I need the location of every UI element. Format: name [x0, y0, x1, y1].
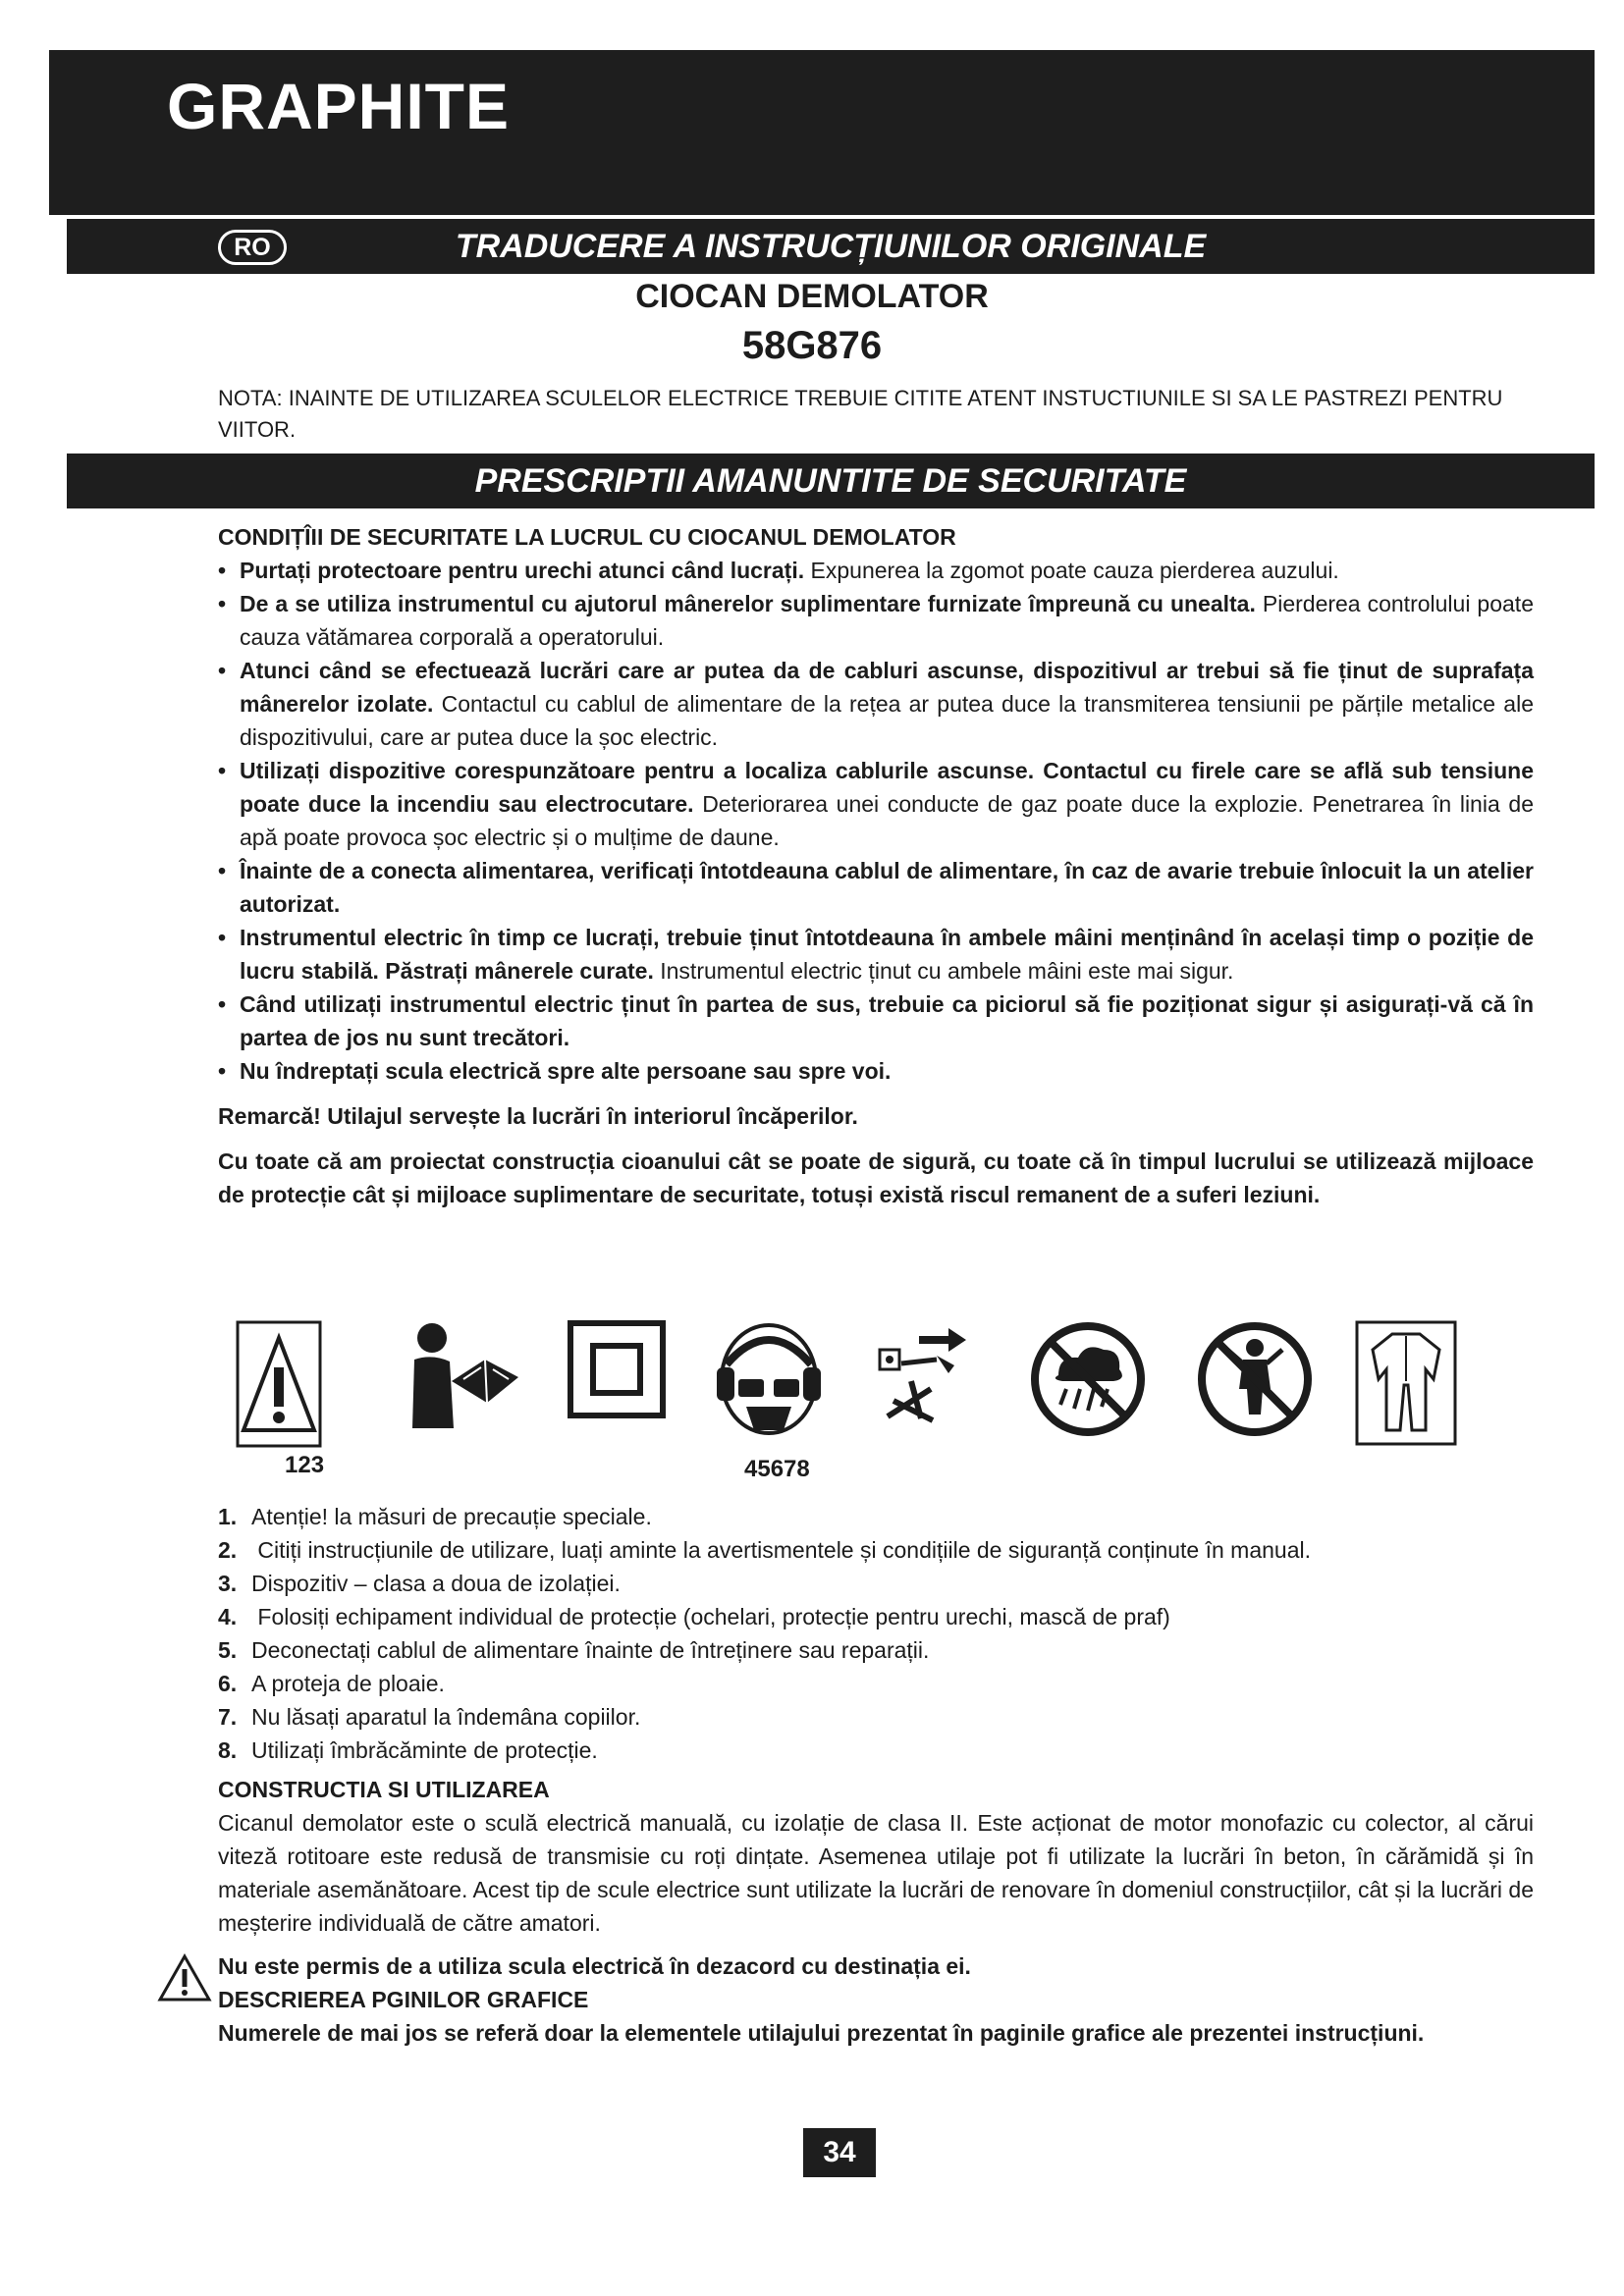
language-badge: RO: [218, 230, 287, 265]
list-item: 3. Dispozitiv – clasa a doua de izolației.: [218, 1571, 621, 1596]
no-rain-icon: [1029, 1320, 1147, 1438]
graphics-text: Numerele de mai jos se referă doar la elementele utilajului prezentat în paginile grafice ale prezentei instrucțiuni.: [218, 2020, 1425, 2046]
list-item: 6. A proteja de ploaie.: [218, 1671, 445, 1696]
safety-item: • Purtați protectoare pentru urechi atunci când lucrați. Expunerea la zgomot poate cauza pierderea auzului.: [218, 554, 1534, 587]
remark: Remarcă! Utilajul servește la lucrări în interiorul încăperilor.: [218, 1103, 858, 1129]
section-title-bar: [67, 454, 1595, 508]
icon-label-right: 45678: [744, 1456, 810, 1482]
safety-item: • Utilizați dispozitive corespunzătoare pentru a localiza cablurile ascunse. Contactul cu firele care se află sub tensiune poate duce la incendiu sau electrocutare. Deteriorarea unei conducte de gaz poate duce la explozie. Penetrarea în linia de apă poate provoca șoc electric și o mulțime de daune.: [218, 754, 1534, 854]
product-name: CIOCAN DEMOLATOR: [635, 278, 989, 315]
protective-gear-icon: [715, 1320, 823, 1438]
symbol-row: [236, 1320, 1463, 1482]
icon-label-left: 123: [285, 1452, 325, 1478]
safety-item: • Nu îndreptați scula electrică spre alte persoane sau spre voi.: [218, 1054, 1534, 1088]
list-item: 1. Atenție! la măsuri de precauție speciale.: [218, 1504, 652, 1529]
safety-heading: CONDIȚÎII DE SECURITATE LA LUCRUL CU CIOCANUL DEMOLATOR: [218, 524, 956, 550]
construction-heading: CONSTRUCTIA SI UTILIZAREA: [218, 1777, 550, 1802]
list-item: 2. Citiți instrucțiunile de utilizare, luați aminte la avertismentele și condițiile de siguranță conținute în manual.: [218, 1537, 1311, 1563]
safety-item: • Instrumentul electric în timp ce lucrați, trebuie ținut întotdeauna în ambele mâini menținând în același timp o poziție de lucru stabilă. Păstrați mânerele curate. Instrumentul electric ținut cu ambele mâini este mai sigur.: [218, 921, 1534, 988]
model-number: 58G876: [741, 324, 883, 367]
graphics-heading: DESCRIEREA PGINILOR GRAFICE: [218, 1987, 589, 2012]
header-title: TRADUCERE A INSTRUCȚIUNILOR ORIGINALE: [455, 227, 1207, 265]
header-title-bar: [67, 219, 1595, 274]
symbol-legend: [218, 1500, 1534, 2050]
safety-list: [218, 554, 1534, 1088]
safety-item: • Atunci când se efectuează lucrări care ar putea da de cabluri ascunse, dispozitivul ar trebui să fie ținut de suprafața mânerelor izolate. Contactul cu cablul de alimentare de la rețea ar putea duce la transmiterea tensiunii pe părțile metalice ale dispozitivului, care ar putea duce la șoc electric.: [218, 654, 1534, 754]
list-item: 8. Utilizați îmbrăcăminte de protecție.: [218, 1737, 598, 1763]
warning-icon: [157, 1953, 212, 2002]
safety-item: • Când utilizați instrumentul electric ținut în partea de sus, trebuie ca piciorul să fie poziționat sigur și asigurați-vă că în partea de jos nu sunt trecători.: [218, 988, 1534, 1054]
note: NOTA: INAINTE DE UTILIZAREA SCULELOR ELECTRICE TREBUIE CITITE ATENT INSTUCTIUNILE SI SA LE PASTREZI PENTRU VIITOR.: [218, 386, 1503, 442]
safety-item: • De a se utiliza instrumentul cu ajutorul mânerelor suplimentare furnizate împreună cu unealta. Pierderea controlului poate cauza vătămarea corporală a operatorului.: [218, 587, 1534, 654]
protective-clothing-icon: [1355, 1320, 1457, 1446]
list-item: 5. Deconectați cablul de alimentare înainte de întreținere sau reparații.: [218, 1637, 930, 1663]
construction-text: Cicanul demolator este o sculă electrică manuală, cu izolație de clasa II. Este acționat de motor monofazic cu colector, al cărui viteză rotitoare este redusă de transmisie cu roți dințate. Asemenea utilaje pot fi utilizate la lucrări în beton, în cărămidă și în materiale asemănătoare. Acest tip de scule electrice sunt utilizate la lucrări de renovare în domeniul construcțiilor, cât și la lucrări de meșterire individuală de către amatori.: [218, 1810, 1534, 1936]
residual-risk: Cu toate că am proiectat construcția cioanului cât se poate de sigură, cu toate că în timpul lucrului se utilizează mijloace de protecție cât și mijloace suplimentare de securitate, totuși există riscul remanent de a suferi leziuni.: [218, 1148, 1534, 1207]
page-number: 34: [803, 2128, 876, 2177]
keep-away-children-icon: [1196, 1320, 1314, 1438]
list-item: 7. Nu lăsați aparatul la îndemâna copiilor.: [218, 1704, 641, 1730]
class-ii-insulation-icon: [568, 1320, 666, 1418]
section-title: PRESCRIPTII AMANUNTITE DE SECURITATE: [474, 461, 1187, 500]
usage-warning: Nu este permis de a utiliza scula electrică în dezacord cu destinația ei.: [218, 1953, 971, 1979]
safety-section: [218, 520, 1534, 1211]
read-manual-icon: [403, 1320, 520, 1438]
unplug-before-maintenance-icon: [872, 1320, 980, 1428]
list-item: 4. Folosiți echipament individual de protecție (ochelari, protecție pentru urechi, mască de praf): [218, 1604, 1170, 1629]
safety-item: • Înainte de a conecta alimentarea, verificați întotdeauna cablul de alimentare, în caz de avarie trebuie înlocuit la un atelier autorizat.: [218, 854, 1534, 921]
brand-logo: GRAPHITE: [167, 70, 511, 142]
warning-triangle-icon: [236, 1320, 322, 1448]
